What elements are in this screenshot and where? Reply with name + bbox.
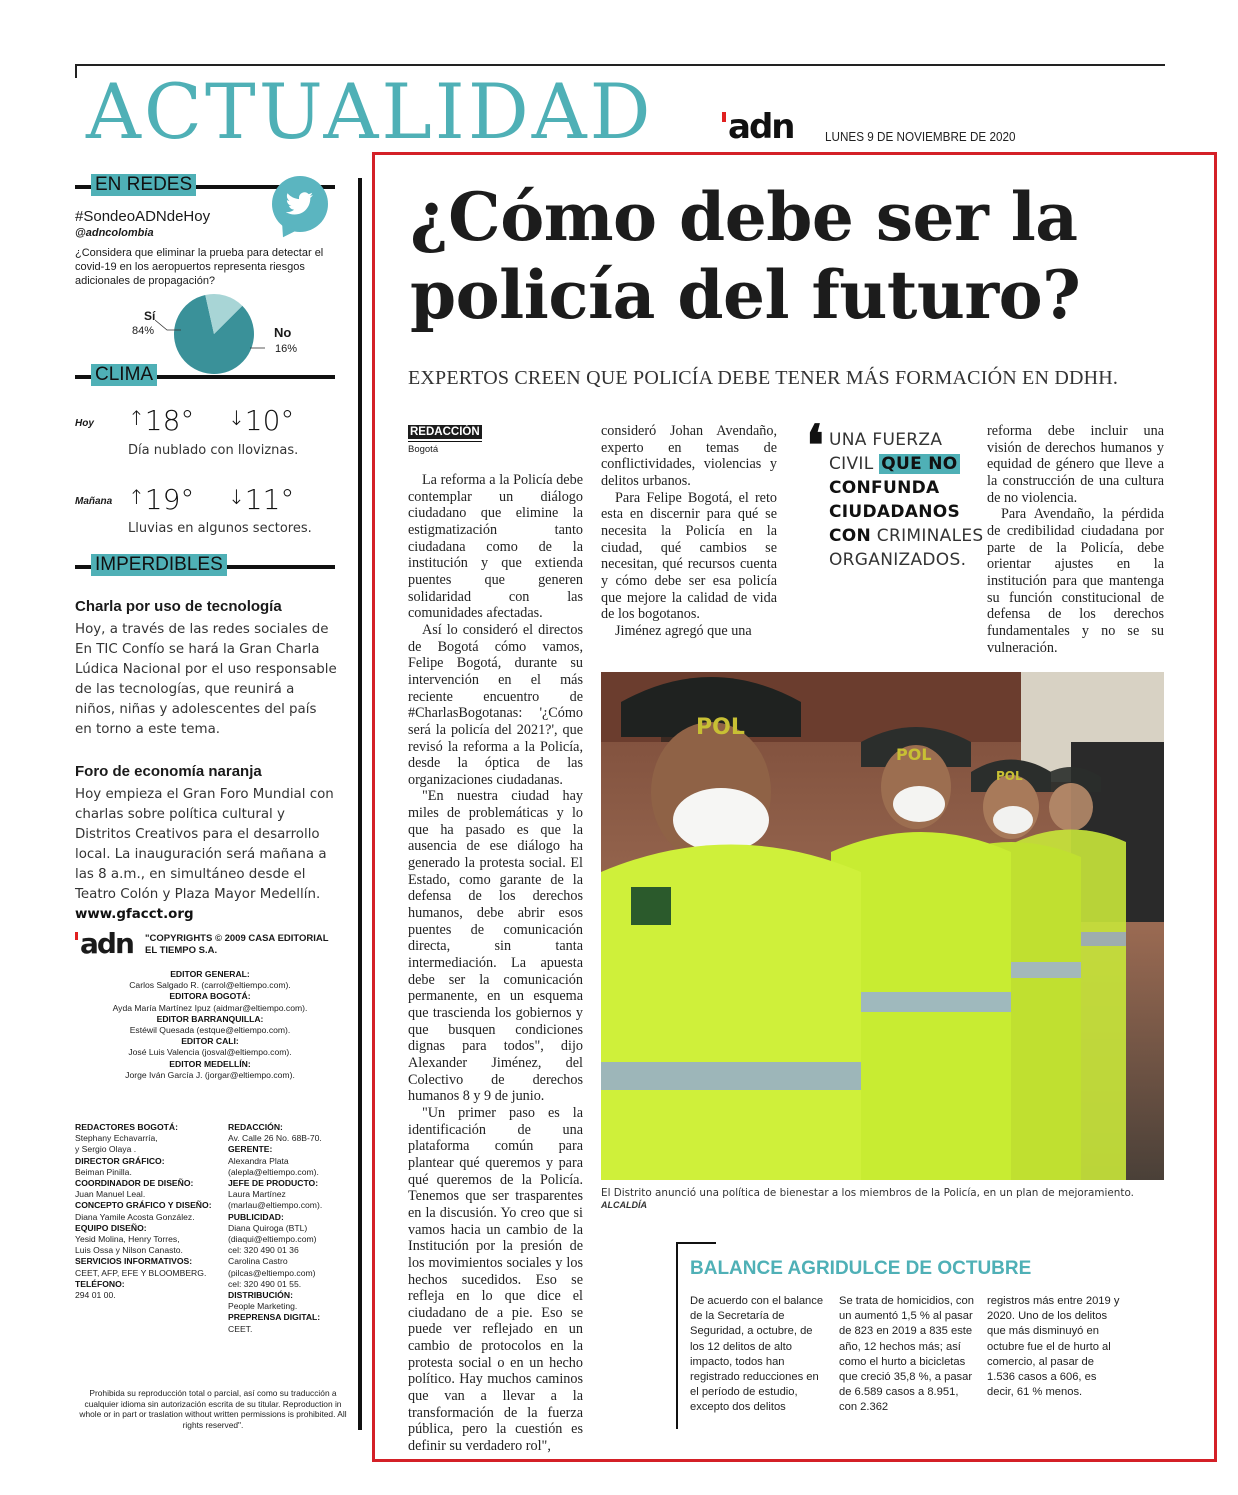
article-column-4 <box>987 423 1164 656</box>
section-heading-imperdibles: IMPERDIBLES <box>75 556 335 578</box>
paragraph: Para Avendaño, la pérdida de credibilidad ciudadana por parte de la Policía, debe orientar ajustes en la institución para que mantenga su función constitucional de defensa de los derechos fundamentales y no se su vulneración. <box>987 506 1164 656</box>
editor-name: Carlos Salgado R. (carrol@eltiempo.com). <box>129 980 291 991</box>
event-title: Foro de economía naranja <box>75 763 262 780</box>
staff-role: COORDINADOR DE DISEÑO: <box>75 1178 194 1189</box>
editor-role: EDITOR GENERAL: <box>170 969 250 979</box>
staff-role: REDACCIÓN: <box>228 1122 283 1132</box>
box-column: registros más entre 2019 y 2020. Uno de los delitos que más disminuyó en octubre fue el de hurto al comercio, al pasar de 1.536 casos a 606, es decir, 61 % menos. <box>987 1295 1120 1399</box>
sidebar-divider <box>358 178 362 1430</box>
paragraph: La reforma a la Policía debe contemplar un diálogo ciudadano que elimine la estigmatización tanto ciudadana como de la institución y que extienda puentes que generen solidaridad con las comunidades afectadas. <box>408 472 583 622</box>
staff-role: REDACTORES BOGOTÁ: <box>75 1122 178 1132</box>
staff-line: Laura Martínez <box>228 1189 286 1200</box>
poll-leader-lines <box>155 318 275 358</box>
paragraph: consideró Johan Avendaño, experto en temas de conflictividades, violencias y delitos urbanos. <box>601 423 777 489</box>
staff-line: CEET, AFP, EFE Y BLOOMBERG. <box>75 1267 207 1278</box>
police-officers-photo <box>601 672 1164 1180</box>
staff-line: Diana Yamile Acosta González. <box>75 1211 195 1222</box>
event-body: Hoy empieza el Gran Foro Mundial con charlas sobre política cultural y Distritos Creativos para el desarrollo local. La inauguración será mañana a las 8 a.m., en simultáneo desde el Teatro Colón y Plaza Mayor Medellín. www.gfacct.org <box>75 787 334 922</box>
adn-logo-small: adn <box>75 930 133 958</box>
box-rule <box>676 1242 716 1244</box>
poll-yes-label: Sí <box>144 309 156 323</box>
staff-role: EQUIPO DISEÑO: <box>75 1222 147 1233</box>
editor-role: EDITOR MEDELLÍN: <box>169 1058 251 1069</box>
top-rule-tick <box>75 64 77 78</box>
staff-role: DISTRIBUCIÓN: <box>228 1290 293 1301</box>
byline-city: Bogotá <box>408 444 439 455</box>
cap-text: POL <box>696 715 745 740</box>
article-deck: EXPERTOS CREEN QUE POLICÍA DEBE TENER MÁS FORMACIÓN EN DDHH. <box>408 367 1119 389</box>
paragraph: "En nuestra ciudad hay miles de problemáticas y lo que ha pasado es que la ausencia de ese diálogo ha generado la protesta social. El Estado, como garante de la defensa de los derechos humanos, debe abrir esos puentes de comunicación directa, sin tanta intermediación. La apuesta debe ser la comunicación permanente, en un esquema que trascienda los gobiernos y que busquen condiciones dignas para todos", dijo Alexander Jiménez, del Colectivo de derechos humanos 8 y 9 de junio. <box>408 788 583 1105</box>
staff-line: (diaqui@eltiempo.com) <box>228 1234 317 1245</box>
weather-day-today: Hoy <box>75 418 94 429</box>
staff-role: DIRECTOR GRÁFICO: <box>75 1155 165 1166</box>
staff-role: JEFE DE PRODUCTO: <box>228 1178 319 1189</box>
staff-line: Juan Manuel Leal. <box>75 1189 146 1200</box>
section-title: ACTUALIDAD <box>86 67 654 156</box>
cap-text: POL <box>996 769 1023 783</box>
staff-line: CEET. <box>228 1323 253 1334</box>
section-heading-en-redes: EN REDES <box>75 176 335 198</box>
issue-date: LUNES 9 DE NOVIEMBRE DE 2020 <box>825 129 1016 144</box>
weather-min-today: ↓10° <box>228 404 295 437</box>
article-column-1 <box>408 472 583 1455</box>
top-rule <box>75 64 1165 66</box>
staff-line: (alepla@eltiempo.com). <box>228 1166 319 1177</box>
cap-text: POL <box>896 745 932 764</box>
editor-role: EDITORA BOGOTÁ: <box>169 991 251 1002</box>
staff-line: cel: 320 490 01 36 <box>228 1245 299 1256</box>
pull-quote: UNA FUERZA CIVIL QUE NO CONFUNDA CIUDADANOS CON CRIMINALES ORGANIZADOS. <box>829 430 984 570</box>
staff-role: PREPRENSA DIGITAL: <box>228 1312 321 1323</box>
article-column-2 <box>601 423 777 640</box>
event-link[interactable]: www.gfacct.org <box>75 907 194 922</box>
staff-line: Alexandra Plata <box>228 1155 289 1166</box>
photo-caption: El Distrito anunció una política de bienestar a los miembros de la Policía, en un plan de mejoramiento. ALCALDÍA <box>601 1187 1134 1210</box>
adn-logo: adn <box>722 110 794 144</box>
box-title: BALANCE AGRIDULCE DE OCTUBRE <box>690 1258 1032 1279</box>
staff-role: GERENTE: <box>228 1144 273 1155</box>
staff-role: SERVICIOS INFORMATIVOS: <box>75 1256 193 1267</box>
weather-max-today: ↑18° <box>128 404 195 437</box>
box-column: Se trata de homicidios, con un aumentó 1,5 % al pasar de 823 en 2019 a 835 este año, 12 hechos más; así como el hurto a bicicletas que creció 35,8 %, a pasar de 6.589 casos a 8.951, con 2.362 <box>839 1295 974 1414</box>
editor-role: EDITOR BARRANQUILLA: <box>156 1013 264 1024</box>
staff-line: y Sergio Olaya . <box>75 1144 137 1155</box>
editor-role: EDITOR CALI: <box>181 1036 239 1047</box>
staff-role: CONCEPTO GRÁFICO Y DISEÑO: <box>75 1200 212 1211</box>
editor-name: Jorge Iván García J. (jorgar@eltiempo.com). <box>125 1069 295 1080</box>
editor-name: Ayda María Martínez Ipuz (aidmar@eltiempo.com). <box>112 1002 308 1013</box>
weather-day-tomorrow: Mañana <box>75 496 113 507</box>
poll-handle: @adncolombia <box>75 227 154 239</box>
poll-question: ¿Considera que eliminar la prueba para detectar el covid-19 en los aeropuertos representa riesgos adicionales de propagación? <box>75 247 324 287</box>
section-heading-clima: CLIMA <box>75 366 335 388</box>
poll-hashtag: #SondeoADNdeHoy <box>75 208 211 225</box>
box-rule <box>676 1242 678 1429</box>
staff-line: Carolina Castro <box>228 1256 288 1267</box>
rights-disclaimer: Prohibida su reproducción total o parcial, así como su traducción a cualquier idioma sin autorización escrita de su titular. Reproduction in whole or in part or traslation without written permissions is prohibited. All rights reserved". <box>79 1388 347 1430</box>
event-title: Charla por uso de tecnología <box>75 598 282 615</box>
poll-no-value: 16% <box>275 343 298 355</box>
paragraph: Así lo consideró el directos de Bogotá cómo vamos, Felipe Bogotá, durante su intervención en el más reciente encuentro de #CharlasBogotanas: '¿Cómo será la policía del 2021?', que revisó la reforma a la Policía, desde la óptica de las organizaciones ciudadanas. <box>408 621 583 788</box>
staff-line: (marlau@eltiempo.com). <box>228 1200 323 1211</box>
box-column: De acuerdo con el balance de la Secretaría de Seguridad, a octubre, de los 12 delitos de alto impacto, todos han registrado reducciones en el período de estudio, excepto dos delitos <box>690 1295 824 1414</box>
staff-line: Diana Quiroga (BTL) <box>228 1222 308 1233</box>
paragraph: reforma debe incluir una visión de derechos humanos y equidad de género que lleve a la construcción de una cultura de no violencia. <box>987 423 1164 506</box>
event-body: Hoy, a través de las redes sociales de En TIC Confío se hará la Gran Charla Lúdica Nacional por el uso responsable de las tecnologías, que reunirá a niños, niñas y adolescentes del país en torno a este tema. <box>75 622 337 737</box>
staff-line: 294 01 00. <box>75 1290 116 1301</box>
staff-line: People Marketing. <box>228 1301 298 1312</box>
paragraph: Para Felipe Bogotá, el reto esta en discernir para qué se necesita la Policía en la ciudad, qué cambios se necesitan, qué recursos cuenta y cómo debe ser esa policía que mejore la calidad de vida de los bogotanos. <box>601 489 777 623</box>
poll-no-label: No <box>274 325 292 340</box>
paragraph: "Un primer paso es la identificación de una plataforma común para plantear qué queremos y para qué queremos de la Policía. Tenemos que ser trasparentes en la discusión. Yo creo que si vamos hacia un cambio de la Institución por la presión de los movimientos sociales y los hechos sucedidos. Eso se refleja en lo que dice el ciudadano de a pie. Eso se puede ver reflejado en un cambio de protocolos en la protesta social o en un hecho político. Hay muchos caminos que van a llevar a la transformación de la fuerza pública, pero la cuestión es definir su verdadero rol", <box>408 1104 583 1455</box>
photo-credit: ALCALDÍA <box>601 1200 647 1210</box>
byline-rule <box>408 441 482 442</box>
copyright-notice: "COPYRIGHTS © 2009 CASA EDITORIAL EL TIEMPO S.A. <box>145 933 329 956</box>
editor-name: Estéwil Quesada (estque@eltiempo.com). <box>129 1025 291 1036</box>
staff-list-left <box>75 1122 225 1301</box>
editor-name: José Luis Valencia (josval@eltiempo.com). <box>128 1047 292 1058</box>
poll-yes-value: 84% <box>132 325 155 337</box>
staff-line: Stephany Echavarría, <box>75 1133 158 1144</box>
byline: REDACCIÓN <box>410 426 480 438</box>
staff-role: PUBLICIDAD: <box>228 1211 284 1222</box>
weather-desc-tomorrow: Lluvias en algunos sectores. <box>128 521 312 536</box>
staff-line: Yesid Molina, Henry Torres, <box>75 1234 180 1245</box>
weather-max-tomorrow: ↑19° <box>128 483 195 516</box>
staff-line: (pilcas@eltiempo.com) <box>228 1267 316 1278</box>
staff-line: Av. Calle 26 No. 68B-70. <box>228 1133 322 1144</box>
weather-min-tomorrow: ↓11° <box>228 483 295 516</box>
staff-role: TELÉFONO: <box>75 1278 125 1289</box>
editors-list <box>75 969 345 1081</box>
article-headline: ¿Cómo debe ser la policía del futuro? <box>410 178 1081 334</box>
staff-line: cel: 320 490 01 55. <box>228 1278 302 1289</box>
staff-line: Luis Ossa y Nilson Canasto. <box>75 1245 183 1256</box>
quote-mark-icon: ❛ <box>806 413 825 479</box>
paragraph: Jiménez agregó que una <box>615 622 752 639</box>
twitter-icon <box>272 176 328 232</box>
staff-list-right <box>228 1122 358 1335</box>
staff-line: Beiman Pinilla. <box>75 1166 132 1177</box>
weather-desc-today: Día nublado con lloviznas. <box>128 443 299 458</box>
